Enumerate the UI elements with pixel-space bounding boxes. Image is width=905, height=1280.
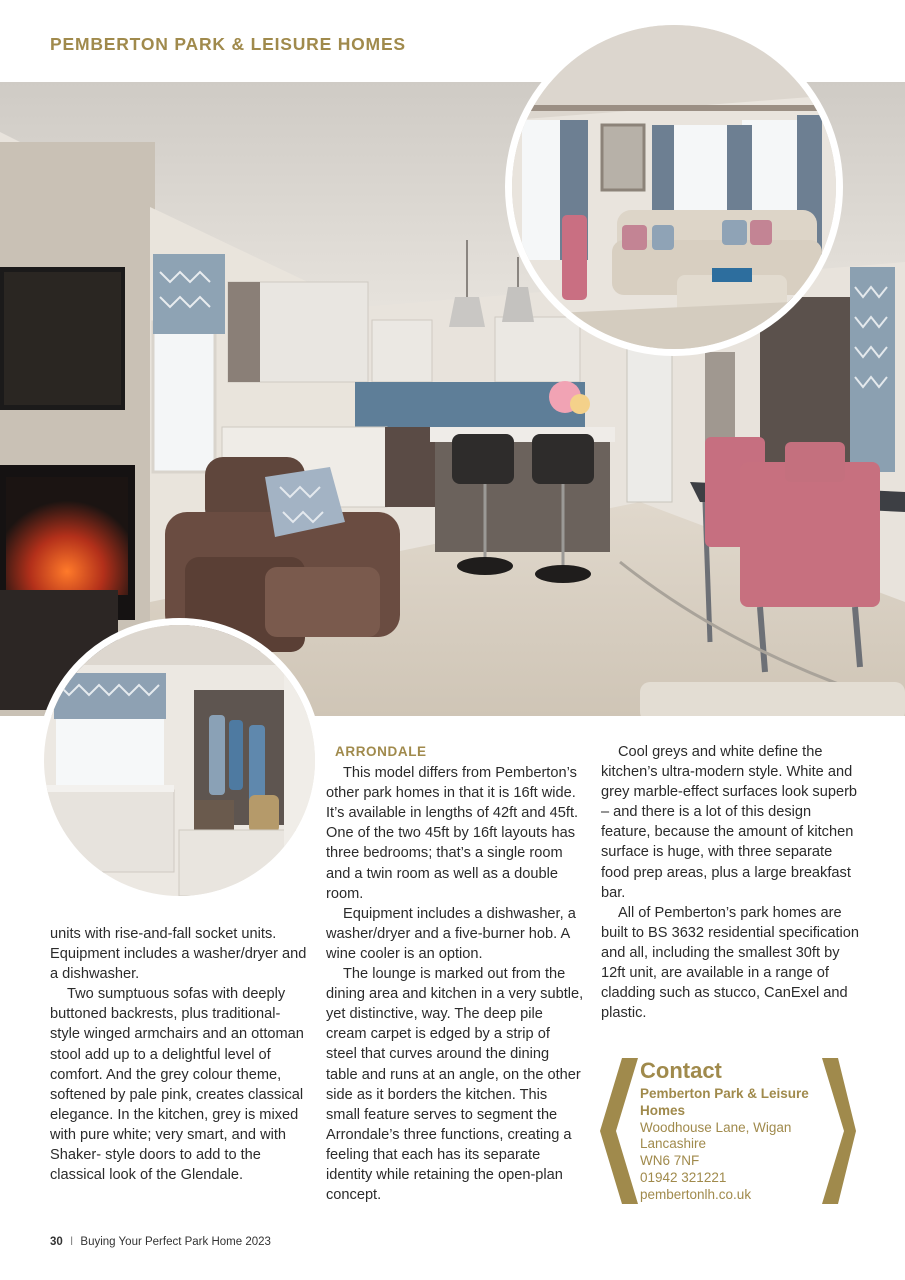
- page-footer: [50, 1236, 271, 1248]
- contact-postcode: WN6 7NF: [640, 1153, 700, 1169]
- contact-title: Contact: [640, 1058, 722, 1083]
- contact-address-line1: Woodhouse Lane, Wigan: [640, 1119, 792, 1135]
- publication-title: Buying Your Perfect Park Home 2023: [80, 1236, 271, 1248]
- contact-address-line2: Lancashire: [640, 1136, 707, 1152]
- body-paragraph: Cool greys and white define the kitchen’s ultra-modern style. White and grey marble-effect surfaces look superb – and there is a lot of this design feature, because the amount of kitchen surface is huge, with three separate food prep areas, plus a large breakfast bar.: [601, 744, 858, 901]
- left-bracket-icon: [600, 1058, 638, 1204]
- contact-box: [600, 1058, 856, 1204]
- contact-phone[interactable]: 01942 321221: [640, 1169, 727, 1185]
- lounge-sofa-photo: [505, 18, 843, 356]
- body-paragraph: Two sumptuous sofas with deeply buttoned backrests, plus traditional-style winged armchairs and an ottoman stool add up to a delightful level of comfort. And the grey colour theme, softened by pale pink, creates classical elegance. In the kitchen, grey is mixed with pure white; very smart, and with Shaker- style doors to add to the classical look of the Glendale.: [50, 986, 304, 1184]
- section-heading-arrondale: ARRONDALE: [335, 744, 427, 759]
- article-column-3: [601, 742, 859, 1023]
- article-column-1: [50, 924, 308, 1185]
- contact-website-link[interactable]: pembertonlh.co.uk: [640, 1186, 752, 1202]
- body-paragraph: This model differs from Pemberton’s other park homes in that it is 16ft wide. It’s available in lengths of 42ft and 45ft. One of the two 45ft by 16ft layouts has three bedrooms; that’s a single room and a twin room as well as a double room.: [326, 765, 579, 902]
- right-bracket-icon: [822, 1058, 856, 1204]
- article-column-2: [326, 742, 584, 1205]
- footer-separator: I: [70, 1236, 74, 1248]
- body-paragraph: Equipment includes a dishwasher, a washer/dryer and a five-burner hob. A wine cooler is an option.: [326, 905, 576, 962]
- body-paragraph: units with rise-and-fall socket units. Equipment includes a washer/dryer and a dishwasher.: [50, 926, 307, 983]
- utility-room-photo: [37, 618, 322, 903]
- body-paragraph: The lounge is marked out from the dining area and kitchen in a very subtle, yet distinctive, way. The deep pile cream carpet is edged by a strip of steel that curves around the dining table and runs at an angle, on the other side as it borders the kitchen. This small feature serves to segment the Arrondale’s three functions, creating a feeling that each has its separate identity while retaining the open-plan concept.: [326, 966, 584, 1204]
- page-header-title: PEMBERTON PARK & LEISURE HOMES: [50, 34, 406, 54]
- page-number: 30: [50, 1236, 63, 1248]
- body-paragraph: All of Pemberton’s park homes are built to BS 3632 residential specification and all, including the smallest 30ft by 12ft unit, are available in a range of cladding such as stucco, CanExel and plastic.: [601, 904, 859, 1022]
- contact-details: [640, 1086, 820, 1204]
- contact-company: Pemberton Park & Leisure Homes: [640, 1086, 809, 1118]
